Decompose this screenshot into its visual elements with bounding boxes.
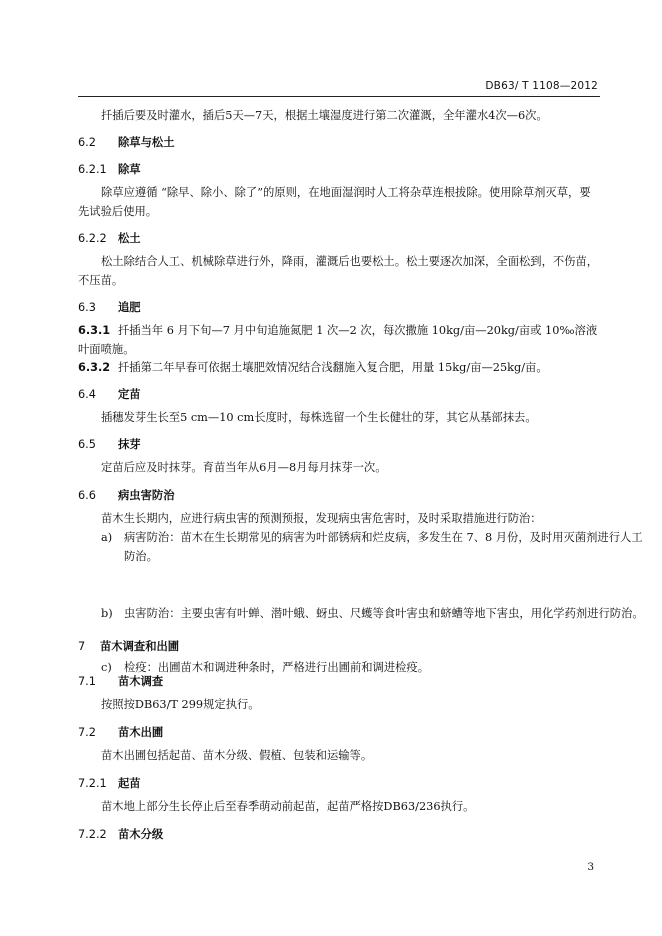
section-title: 苗木调查 xyxy=(118,675,164,688)
paragraph: 扦插后要及时灌水，插后5天—7天，根据土壤湿度进行第二次灌溉，全年灌水4次—6次。 xyxy=(101,109,548,122)
section-number: 7.2.1 xyxy=(78,777,107,790)
list-item xyxy=(78,604,646,623)
section-heading-6-3 xyxy=(78,298,600,317)
paragraph: 插穗发芽生长至5 cm—10 cm长度时，每株选留一个生长健壮的芽，其它从基部抹去。 xyxy=(101,411,537,424)
section-heading-6-4 xyxy=(78,385,600,404)
section-title: 苗木出圃 xyxy=(118,726,164,739)
list-item-text: 检疫：出圃苗木和调进种条时，严格进行出圃前和调进检疫。 xyxy=(124,661,430,674)
section-title: 苗木调查和出圃 xyxy=(100,640,180,653)
section-number: 7.1 xyxy=(78,675,96,688)
list-item-text: 病害防治：苗木在生长期常见的病害为叶部锈病和烂皮病，多发生在 7、8 月份，及时用灭菌剂进行人工防治。 xyxy=(124,531,643,563)
section-heading-7 xyxy=(78,637,600,656)
clause-6-3-1 xyxy=(78,321,600,359)
page-number: 3 xyxy=(587,861,594,873)
clause-number: 6.3.2 xyxy=(78,361,111,374)
section-heading-7-1 xyxy=(78,672,600,691)
paragraph: 苗木生长期内，应进行病虫害的预测预报，发现病虫害危害时，及时采取措施进行防治： xyxy=(101,512,542,525)
section-number: 7.2.2 xyxy=(78,828,107,841)
section-number: 6.2.2 xyxy=(78,232,107,245)
section-title: 病虫害防治 xyxy=(118,489,175,502)
section-heading-7-2-2 xyxy=(78,825,600,844)
list-marker: c) xyxy=(101,661,112,674)
section-heading-6-2-1 xyxy=(78,160,600,179)
section-title: 起苗 xyxy=(118,777,141,790)
section-number: 6.2 xyxy=(78,136,96,149)
section-heading-6-2 xyxy=(78,133,600,152)
section-heading-7-2-1 xyxy=(78,774,600,793)
section-number: 7.2 xyxy=(78,726,96,739)
list-marker: a) xyxy=(101,531,113,544)
list-marker: b) xyxy=(101,607,113,620)
clause-number: 6.3.1 xyxy=(78,324,111,337)
paragraph: 苗木出圃包括起苗、苗木分级、假植、包装和运输等。 xyxy=(101,749,373,762)
section-number: 6.6 xyxy=(78,489,96,502)
section-title: 定苗 xyxy=(118,388,141,401)
clause-text: 扦插第二年早春可依据土壤肥效情况结合浅翻施入复合肥，用量 15kg/亩—25kg/亩。 xyxy=(118,361,548,374)
section-number: 6.4 xyxy=(78,388,96,401)
list-item-text: 虫害防治：主要虫害有叶蝉、潜叶蛾、蚜虫、尺蠖等食叶害虫和蛴螬等地下害虫，用化学药剂进行防治。 xyxy=(124,607,644,620)
paragraph: 松土除结合人工、机械除草进行外，降雨，灌溉后也要松土。松土要逐次加深，全面松到，不伤苗，不压苗。 xyxy=(78,255,599,287)
section-number: 6.2.1 xyxy=(78,163,107,176)
section-title: 抹芽 xyxy=(118,438,141,451)
header-rule xyxy=(78,96,600,97)
section-number: 6.5 xyxy=(78,438,96,451)
section-title: 追肥 xyxy=(118,301,141,314)
list-item xyxy=(78,528,646,566)
section-heading-7-2 xyxy=(78,723,600,742)
paragraph: 苗木地上部分生长停止后至春季萌动前起苗，起苗严格按DB63/236执行。 xyxy=(101,800,475,813)
section-title: 松土 xyxy=(118,232,141,245)
paragraph: 定苗后应及时抹芽。育苗当年从6月—8月每月抹芽一次。 xyxy=(101,461,387,474)
section-heading-6-2-2 xyxy=(78,229,600,248)
header-doc-code: DB63/ T 1108—2012 xyxy=(485,80,598,92)
paragraph: 按照按DB63/T 299规定执行。 xyxy=(101,698,260,711)
clause-text: 扦插当年 6 月下旬—7 月中旬追施氮肥 1 次—2 次，每次撒施 10kg/亩—20kg/亩或 10‰溶液叶面喷施。 xyxy=(78,324,598,356)
section-title: 苗木分级 xyxy=(118,828,164,841)
section-title: 除草 xyxy=(118,163,141,176)
section-number: 6.3 xyxy=(78,301,96,314)
section-title: 除草与松土 xyxy=(118,136,175,149)
clause-6-3-2 xyxy=(78,358,600,377)
section-heading-6-6 xyxy=(78,486,600,505)
section-heading-6-5 xyxy=(78,435,600,454)
section-number: 7 xyxy=(78,640,86,653)
paragraph: 除草应遵循 “除早、除小、除了”的原则，在地面湿润时人工将杂草连根拔除。使用除草剂灭草，要先试验后使用。 xyxy=(78,186,591,218)
